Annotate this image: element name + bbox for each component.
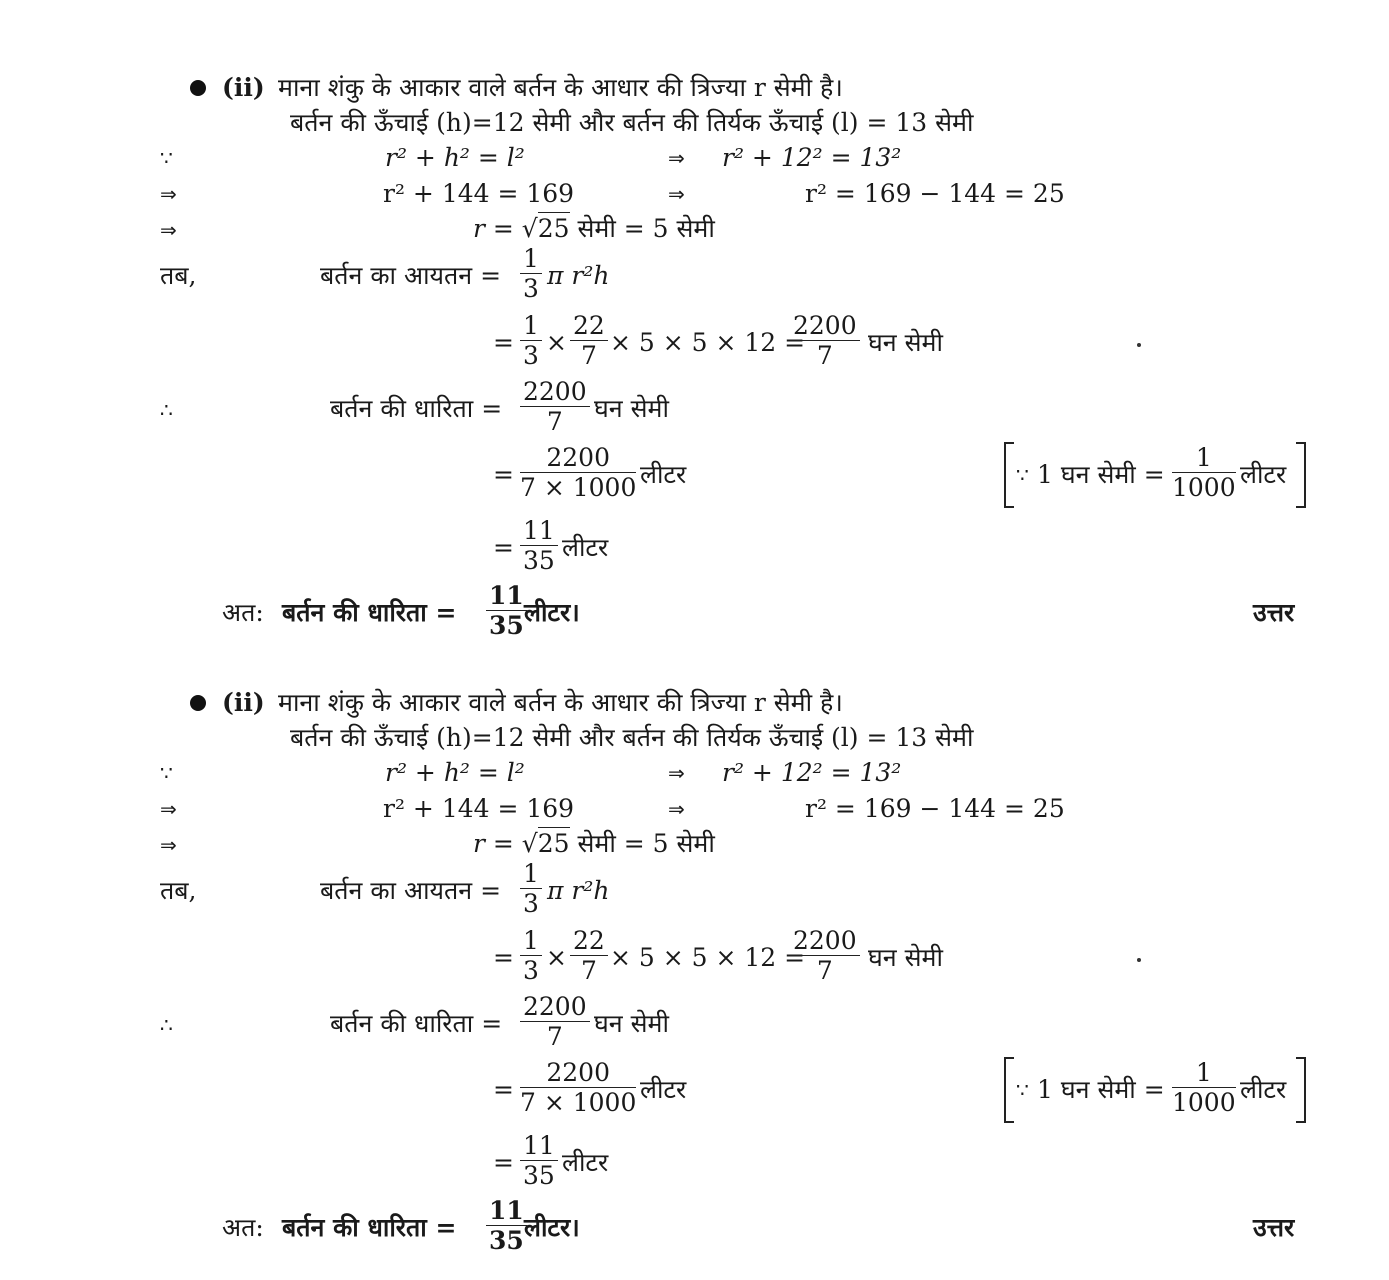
fraction-denominator: 7 — [816, 956, 833, 985]
therefore-icon: ∴ — [160, 1013, 173, 1037]
capacity-fraction-3 — [520, 1133, 558, 1188]
fraction-numerator: 1 — [1195, 1058, 1212, 1087]
right-bracket-icon — [1296, 442, 1306, 508]
given-text: बर्तन की ऊँचाई (h)=12 सेमी और बर्तन की तिर्यक ऊँचाई (l) = 13 सेमी — [290, 108, 974, 137]
implies-arrow-icon: ⇒ — [668, 182, 685, 206]
radius-equation — [473, 216, 715, 241]
fraction-numerator: 2200 — [546, 443, 610, 472]
conversion-note: 1 घन सेमी = — [1037, 1075, 1165, 1104]
fraction-numerator: 11 — [489, 581, 524, 610]
fraction-numerator: 2200 — [793, 926, 857, 955]
radius-result: सेमी = 5 सेमी — [577, 214, 715, 243]
fraction-numerator: 2200 — [546, 1058, 610, 1087]
fraction-numerator: 11 — [523, 1131, 555, 1160]
fraction-numerator: 1 — [523, 244, 539, 273]
fraction-numerator: 11 — [523, 516, 555, 545]
stray-dot — [1137, 958, 1141, 962]
final-label: बर्तन की धारिता = — [282, 598, 457, 627]
volume-label: बर्तन का आयतन = — [320, 876, 502, 905]
because-icon: ∵ — [160, 761, 173, 785]
radius-prefix: r = √ — [473, 214, 538, 243]
equals-sign: = — [493, 533, 514, 562]
fraction-denominator: 35 — [489, 611, 524, 640]
then-label: तब, — [160, 876, 197, 905]
fraction-denominator: 3 — [523, 889, 539, 918]
final-unit: लीटर। — [524, 1213, 580, 1242]
unit-label: घन सेमी — [868, 328, 943, 357]
equals-sign: = — [493, 1148, 514, 1177]
answer-label: उत्तर — [1253, 1213, 1295, 1242]
calc-middle: × 5 × 5 × 12 = — [610, 943, 806, 972]
part-marker: (ii) — [222, 688, 265, 717]
implies-arrow-icon: ⇒ — [160, 182, 177, 206]
calc-fraction-2 — [570, 928, 608, 983]
fraction-numerator: 22 — [573, 311, 605, 340]
stray-dot — [1137, 343, 1141, 347]
fraction-numerator: 11 — [489, 1196, 524, 1225]
fraction-denominator: 3 — [523, 274, 539, 303]
fraction-denominator: 7 — [546, 407, 563, 436]
bullet-icon — [190, 80, 206, 96]
volume-fraction — [520, 861, 542, 916]
equation-line-2-left: r² + 144 = 169 — [383, 794, 575, 823]
fraction-numerator: 22 — [573, 926, 605, 955]
therefore-icon: ∴ — [160, 398, 173, 422]
because-icon: ∵ — [1016, 1078, 1029, 1102]
bullet-icon — [190, 695, 206, 711]
unit-label: लीटर — [640, 1075, 687, 1104]
implies-arrow-icon: ⇒ — [668, 761, 685, 785]
fraction-denominator: 7 × 1000 — [520, 1088, 637, 1117]
implies-arrow-icon: ⇒ — [668, 146, 685, 170]
capacity-fraction-1 — [520, 994, 590, 1049]
intro-text: माना शंकु के आकार वाले बर्तन के आधार की त्रिज्या r सेमी है। — [278, 688, 843, 717]
calc-fraction-1 — [520, 928, 542, 983]
fraction-numerator: 1 — [523, 926, 539, 955]
capacity-label: बर्तन की धारिता = — [330, 1009, 503, 1038]
fraction-numerator: 2200 — [793, 311, 857, 340]
fraction-numerator: 1 — [523, 859, 539, 888]
times-sign: × — [546, 328, 567, 357]
radicand: 25 — [537, 829, 570, 858]
equation-line-1-left: r² + h² = l² — [385, 758, 525, 787]
right-bracket-icon — [1296, 1057, 1306, 1123]
fraction-denominator: 7 — [580, 341, 597, 370]
volume-fraction — [520, 246, 542, 301]
capacity-label: बर्तन की धारिता = — [330, 394, 503, 423]
left-bracket-icon — [1004, 442, 1014, 508]
final-label: बर्तन की धारिता = — [282, 1213, 457, 1242]
volume-formula: π r²h — [547, 261, 610, 290]
fraction-denominator: 3 — [523, 341, 539, 370]
given-text: बर्तन की ऊँचाई (h)=12 सेमी और बर्तन की तिर्यक ऊँचाई (l) = 13 सेमी — [290, 723, 974, 752]
answer-label: उत्तर — [1253, 598, 1295, 627]
final-unit: लीटर। — [524, 598, 580, 627]
equation-line-1-right: r² + 12² = 13² — [722, 758, 902, 787]
left-bracket-icon — [1004, 1057, 1014, 1123]
conversion-fraction — [1172, 1060, 1236, 1115]
equals-sign: = — [493, 328, 514, 357]
unit-label: लीटर — [1240, 460, 1287, 489]
radius-prefix: r = √ — [473, 829, 538, 858]
fraction-denominator: 35 — [523, 546, 555, 575]
equation-line-2-right: r² = 169 − 144 = 25 — [805, 179, 1065, 208]
fraction-denominator: 7 × 1000 — [520, 473, 637, 502]
final-fraction — [486, 1198, 527, 1253]
equation-line-1-left: r² + h² = l² — [385, 143, 525, 172]
calc-fraction-3 — [790, 313, 860, 368]
fraction-denominator: 7 — [546, 1022, 563, 1051]
unit-label: घन सेमी — [594, 394, 669, 423]
radicand: 25 — [537, 214, 570, 243]
capacity-fraction-2 — [520, 1060, 636, 1115]
volume-formula: π r²h — [547, 876, 610, 905]
fraction-denominator: 1000 — [1172, 1088, 1236, 1117]
fraction-denominator: 7 — [816, 341, 833, 370]
implies-arrow-icon: ⇒ — [668, 797, 685, 821]
fraction-numerator: 2200 — [523, 377, 587, 406]
volume-label: बर्तन का आयतन = — [320, 261, 502, 290]
fraction-denominator: 1000 — [1172, 473, 1236, 502]
fraction-numerator: 1 — [523, 311, 539, 340]
conversion-fraction — [1172, 445, 1236, 500]
unit-label: घन सेमी — [868, 943, 943, 972]
calc-fraction-3 — [790, 928, 860, 983]
radius-result: सेमी = 5 सेमी — [577, 829, 715, 858]
then-label: तब, — [160, 261, 197, 290]
equation-line-1-right: r² + 12² = 13² — [722, 143, 902, 172]
part-marker: (ii) — [222, 73, 265, 102]
final-prefix: अत: — [222, 598, 264, 627]
unit-label: लीटर — [640, 460, 687, 489]
solution-block — [0, 615, 1389, 1255]
implies-arrow-icon: ⇒ — [160, 218, 177, 242]
times-sign: × — [546, 943, 567, 972]
fraction-numerator: 2200 — [523, 992, 587, 1021]
equals-sign: = — [493, 1075, 514, 1104]
radius-equation — [473, 831, 715, 856]
equation-line-2-left: r² + 144 = 169 — [383, 179, 575, 208]
fraction-denominator: 3 — [523, 956, 539, 985]
capacity-fraction-2 — [520, 445, 636, 500]
equation-line-2-right: r² = 169 − 144 = 25 — [805, 794, 1065, 823]
equals-sign: = — [493, 460, 514, 489]
intro-text: माना शंकु के आकार वाले बर्तन के आधार की त्रिज्या r सेमी है। — [278, 73, 843, 102]
fraction-denominator: 35 — [523, 1161, 555, 1190]
unit-label: लीटर — [562, 533, 609, 562]
fraction-denominator: 35 — [489, 1226, 524, 1255]
conversion-note: 1 घन सेमी = — [1037, 460, 1165, 489]
unit-label: लीटर — [562, 1148, 609, 1177]
final-prefix: अत: — [222, 1213, 264, 1242]
implies-arrow-icon: ⇒ — [160, 833, 177, 857]
fraction-denominator: 7 — [580, 956, 597, 985]
capacity-fraction-3 — [520, 518, 558, 573]
calc-fraction-1 — [520, 313, 542, 368]
calc-middle: × 5 × 5 × 12 = — [610, 328, 806, 357]
fraction-numerator: 1 — [1195, 443, 1212, 472]
calc-fraction-2 — [570, 313, 608, 368]
because-icon: ∵ — [1016, 463, 1029, 487]
implies-arrow-icon: ⇒ — [160, 797, 177, 821]
unit-label: लीटर — [1240, 1075, 1287, 1104]
because-icon: ∵ — [160, 146, 173, 170]
equals-sign: = — [493, 943, 514, 972]
unit-label: घन सेमी — [594, 1009, 669, 1038]
capacity-fraction-1 — [520, 379, 590, 434]
